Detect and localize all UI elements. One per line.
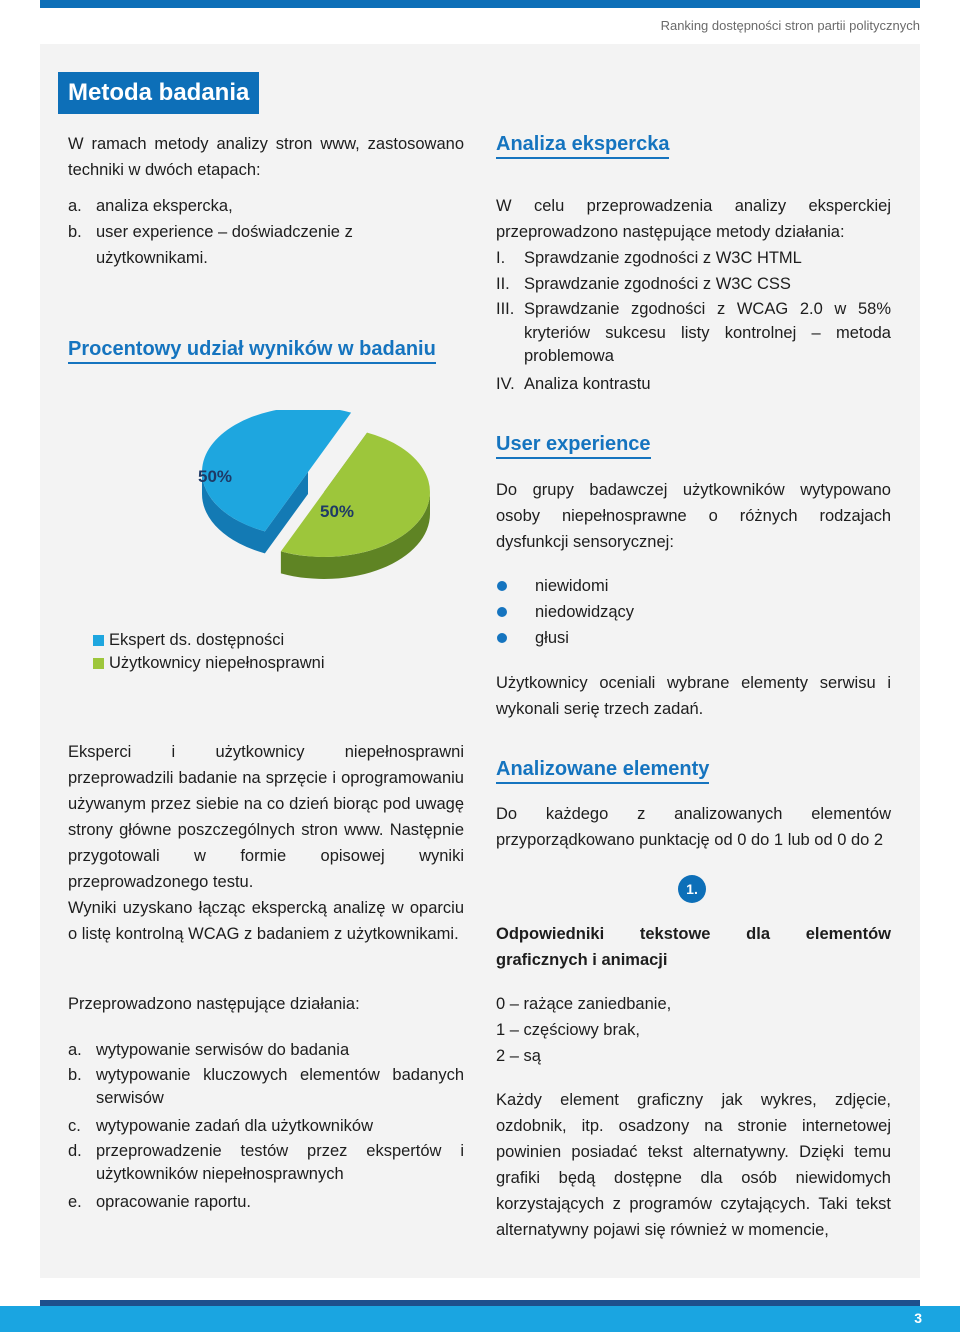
section-title: Metoda badania bbox=[58, 72, 259, 114]
score-line: 0 – rażące zaniedbanie, bbox=[496, 995, 672, 1013]
elements-heading: Analizowane elementy bbox=[496, 757, 709, 784]
body-paragraph-1: Eksperci i użytkownicy niepełnosprawni przeprowadzili badanie na sprzęcie i oprogramowaniu używanym przez siebie na co dzień biorąc pod uwagę strony główne poszczególnych stron www. Następnie przygotowali w formie opisowej wyniki przeprowadzonego testu. bbox=[68, 743, 464, 891]
pie-label-expert: 50% bbox=[198, 467, 233, 486]
action-text: przeprowadzenie testów przez ekspertów i użytkowników niepełnosprawnych bbox=[96, 1142, 464, 1183]
legend-swatch-expert bbox=[93, 635, 104, 646]
action-item bbox=[68, 1064, 464, 1110]
elements-body: Każdy element graficzny jak wykres, zdjęcie, ozdobnik, itp. osadzony na stronie internetowej powinien posiadać tekst alternatywny. Dzięki temu grafiki będą dostępne dla osób niewidomych korzystających z programów czytających. Taki tekst alternatywny pojawi się również w momencie, bbox=[496, 1091, 891, 1239]
stage-item bbox=[68, 193, 464, 219]
ux-group: niedowidzący bbox=[535, 603, 635, 621]
ux-group: głusi bbox=[535, 629, 569, 647]
bullet-dot bbox=[497, 633, 507, 643]
score-line: 2 – są bbox=[496, 1047, 541, 1065]
ux-intro: Do grupy badawczej użytkowników wytypowano osoby niepełnosprawne o różnych rodzajach dysfunkcji sensorycznej: bbox=[496, 481, 891, 551]
action-item bbox=[68, 1189, 464, 1215]
legend-swatch-users bbox=[93, 658, 104, 669]
method-marker: I. bbox=[496, 249, 506, 267]
action-marker: c. bbox=[68, 1117, 81, 1135]
elements-intro: Do każdego z analizowanych elementów przyporządkowano punktację od 0 do 1 lub od 0 do 2 bbox=[496, 805, 891, 849]
action-item bbox=[68, 1140, 464, 1186]
action-marker: d. bbox=[68, 1142, 82, 1160]
method-item bbox=[496, 298, 891, 369]
element-number-badge: 1. bbox=[678, 875, 706, 903]
action-text: wytypowanie zadań dla użytkowników bbox=[96, 1117, 373, 1135]
action-marker: e. bbox=[68, 1193, 82, 1211]
body-paragraph-2: Wyniki uzyskano łącząc ekspercką analizę w oparciu o listę kontrolną WCAG z badaniem z użytkownikami. bbox=[68, 899, 464, 943]
ux-group: niewidomi bbox=[535, 577, 609, 595]
action-marker: a. bbox=[68, 1041, 82, 1059]
method-item bbox=[496, 271, 891, 297]
method-intro: W ramach metody analizy stron www, zastosowano techniki w dwóch etapach: bbox=[68, 135, 464, 179]
stage-item bbox=[68, 219, 464, 271]
footer-band bbox=[0, 1306, 960, 1332]
method-item bbox=[496, 371, 891, 397]
action-marker: b. bbox=[68, 1066, 82, 1084]
legend-label-expert: Ekspert ds. dostępności bbox=[109, 631, 285, 649]
ux-heading: User experience bbox=[496, 432, 651, 459]
element-subheading: Odpowiedniki tekstowe dla elementów graficznych i animacji bbox=[496, 925, 891, 969]
ux-outro: Użytkownicy oceniali wybrane elementy serwisu i wykonali serię trzech zadań. bbox=[496, 674, 891, 718]
expert-intro: W celu przeprowadzenia analizy eksperckiej przeprowadzono następujące metody działania: bbox=[496, 197, 891, 241]
stage-text: analiza ekspercka, bbox=[96, 197, 233, 215]
pie-chart bbox=[106, 410, 446, 600]
legend-label-users: Użytkownicy niepełnosprawni bbox=[109, 654, 325, 672]
method-marker: III. bbox=[496, 300, 515, 318]
actions-intro: Przeprowadzono następujące działania: bbox=[68, 995, 360, 1013]
action-item bbox=[68, 1037, 464, 1063]
method-text: Analiza kontrastu bbox=[524, 375, 651, 393]
expert-heading: Analiza ekspercka bbox=[496, 132, 669, 159]
method-marker: II. bbox=[496, 275, 510, 293]
chart-heading: Procentowy udział wyników w badaniu bbox=[68, 337, 436, 364]
action-text: wytypowanie kluczowych elementów badanych serwisów bbox=[96, 1066, 464, 1107]
bullet-dot bbox=[497, 607, 507, 617]
method-text: Sprawdzanie zgodności z WCAG 2.0 w 58% kryteriów sukcesu listy kontrolnej – metoda problemowa bbox=[524, 300, 891, 365]
method-marker: IV. bbox=[496, 375, 515, 393]
action-text: wytypowanie serwisów do badania bbox=[96, 1041, 350, 1059]
stage-marker: a. bbox=[68, 197, 82, 215]
action-text: opracowanie raportu. bbox=[96, 1193, 252, 1211]
page-number: 3 bbox=[914, 1310, 922, 1326]
method-text: Sprawdzanie zgodności z W3C CSS bbox=[524, 275, 791, 293]
running-header: Ranking dostępności stron partii politycznych bbox=[660, 18, 920, 33]
stage-marker: b. bbox=[68, 223, 82, 241]
action-item bbox=[68, 1113, 464, 1139]
top-accent-bar bbox=[40, 0, 920, 8]
pie-label-users: 50% bbox=[320, 502, 355, 521]
score-line: 1 – częściowy brak, bbox=[496, 1021, 640, 1039]
stage-text: user experience – doświadczenie z użytkownikami. bbox=[96, 223, 353, 267]
method-item bbox=[496, 245, 891, 271]
method-text: Sprawdzanie zgodności z W3C HTML bbox=[524, 249, 802, 267]
bullet-dot bbox=[497, 581, 507, 591]
